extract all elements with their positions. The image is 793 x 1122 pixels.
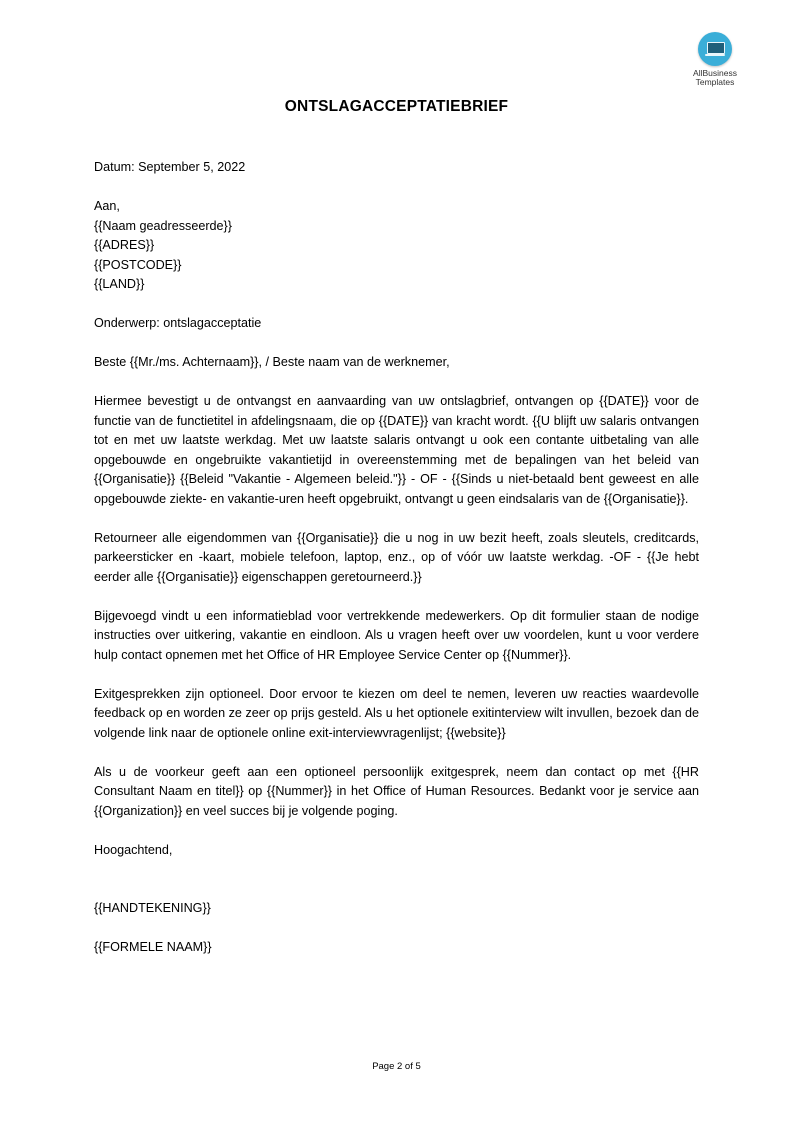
page-number: Page 2 of 5 [372, 1061, 421, 1072]
address-postcode: {{POSTCODE}} [94, 257, 182, 272]
paragraph-personal-interview: Als u de voorkeur geeft aan een optioneel persoonlijk exitgesprek, neem dan contact op met {{HR Consultant Naam en titel}} op {{Nummer}} in het Office of Human Resources. Bedankt voor je service aan {{Organization}} en veel succes bij je volgende poging. [94, 764, 699, 818]
logo-line-1: AllBusiness [693, 68, 737, 78]
paragraph-acceptance: Hiermee bevestigt u de ontvangst en aanvaarding van uw ontslagbrief, ontvangen op {{DATE}} voor de functie van de functietitel in afdelingsnaam, die op {{DATE}} van kracht wordt. {{U blijft uw salaris ontvangen tot en met uw laatste werkdag. Met uw laatste salaris ontvangt u ook een contante uitbetaling van alle opgebouwde en ongebruikte vakantietijd in overeenstemming met de bepalingen van het beleid van {{Organisatie}} {{Beleid "Vakantie - Algemeen beleid."}} - OF - {{Sinds u niet-betaald bent geweest en alle opgebouwde ziekte- en vakantie-uren heeft opgebruikt, ontvangt u geen eindsalaris van de {{Organisatie}}. [94, 394, 699, 506]
paragraph-info-sheet: Bijgevoegd vindt u een informatieblad voor vertrekkende medewerkers. Op dit formulier staan de nodige instructies over uitkering, vakantie en eindloon. Als u vragen heeft over uw voordelen, kunt u voor verdere hulp contact opnemen met het Office of HR Employee Service Center op {{Nummer}}. [94, 608, 699, 662]
document-title: ONTSLAGACCEPTATIEBRIEF [284, 98, 509, 115]
company-logo [683, 30, 747, 87]
address-country: {{LAND}} [94, 277, 145, 291]
logo-text [683, 69, 747, 87]
logo-line-2: Templates [695, 77, 735, 87]
address-name: {{Naam geadresseerde}} [94, 218, 232, 233]
subject-line: Onderwerp: ontslagacceptatie [94, 316, 262, 330]
closing: Hoogachtend, [94, 842, 173, 857]
date-line: Datum: September 5, 2022 [94, 160, 246, 174]
letter-body [94, 158, 699, 958]
signature-placeholder: {{HANDTEKENING}} [94, 901, 211, 915]
paragraph-return-property: Retourneer alle eigendommen van {{Organisatie}} die u nog in uw bezit heeft, zoals sleutels, creditcards, parkeersticker en -kaart, mobiele telefoon, laptop, enz., op of vóór uw laatste werkdag. -OF - {{Je hebt eerder alle {{Organisatie}} eigenschappen geretourneerd.}} [94, 530, 699, 584]
recipient-address [94, 197, 699, 295]
laptop-icon [698, 32, 732, 66]
formal-name-placeholder: {{FORMELE NAAM}} [94, 940, 212, 954]
greeting: Beste {{Mr./ms. Achternaam}}, / Beste naam van de werknemer, [94, 355, 450, 369]
address-to: Aan, [94, 199, 120, 213]
paragraph-exit-interview: Exitgesprekken zijn optioneel. Door ervoor te kiezen om deel te nemen, leveren uw reacties waardevolle feedback op en worden ze zeer op prijs gesteld. Als u het optionele exitinterview wilt invullen, bezoek dan de volgende link naar de optionele online exit-interviewvragenlijst; {{website}} [94, 686, 699, 740]
address-street: {{ADRES}} [94, 238, 155, 252]
